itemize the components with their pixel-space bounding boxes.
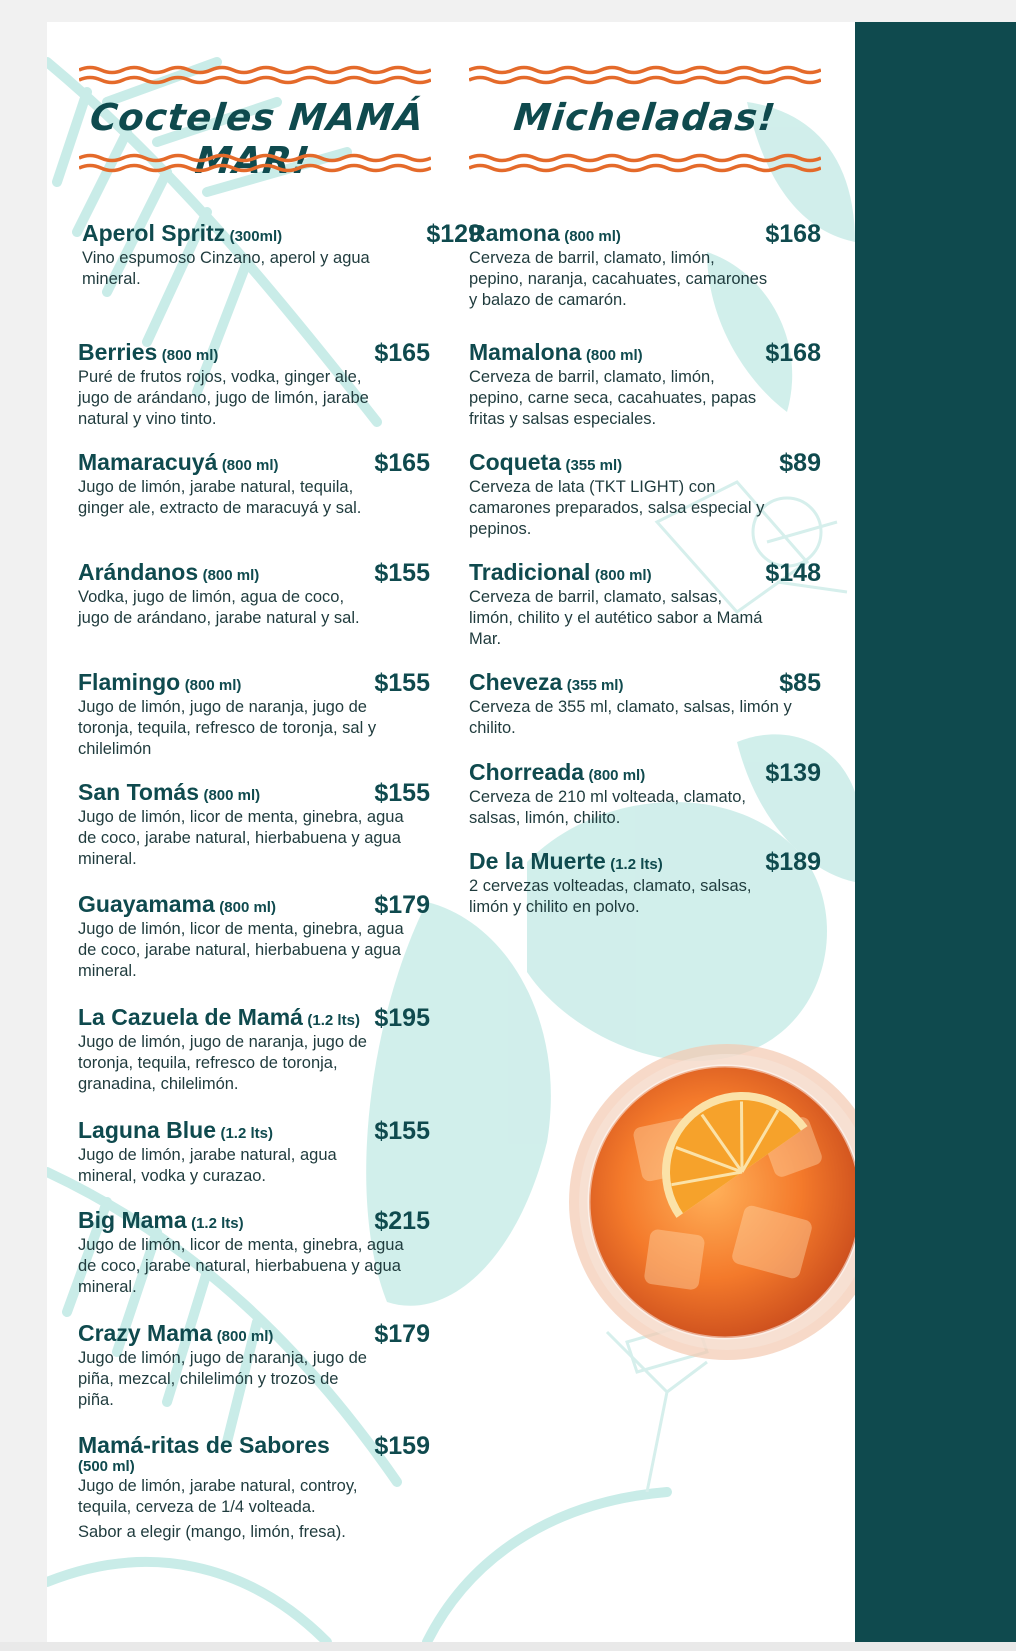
item-name: La Cazuela de Mamá xyxy=(78,1004,303,1030)
item-description: 2 cervezas volteadas, clamato, salsas, limón y chilito en polvo. xyxy=(469,877,752,916)
cocteles-title: Cocteles MAMÁ MAR! xyxy=(88,96,427,182)
menu-item-cheveza xyxy=(469,669,821,739)
item-description: Cerveza de 210 ml volteada, clamato, salsas, limón, chilito. xyxy=(469,788,746,827)
item-size: (1.2 lts) xyxy=(191,1215,244,1232)
item-price: $159 xyxy=(374,1432,430,1460)
side-panel xyxy=(855,22,1016,1642)
item-price: $139 xyxy=(765,759,821,787)
item-description: Jugo de limón, jarabe natural, tequila, ginger ale, extracto de maracuyá y sal. xyxy=(78,478,362,517)
menu-item-mamaracuya xyxy=(78,449,430,519)
item-size: (800 ml) xyxy=(184,677,242,694)
micheladas-title: Micheladas! xyxy=(511,96,779,139)
bottom-strip xyxy=(0,1642,1016,1651)
menu-item-berries xyxy=(78,339,430,430)
menu-item-la-cazuela-de-mama xyxy=(78,1004,430,1095)
item-size: (800 ml) xyxy=(564,228,621,245)
item-size: (800 ml) xyxy=(221,457,279,474)
menu-item-coqueta xyxy=(469,449,821,540)
item-size: (500 ml) xyxy=(78,1458,135,1475)
menu-item-big-mama xyxy=(78,1207,430,1298)
item-name: Ramona xyxy=(469,220,560,246)
item-name: Mamalona xyxy=(469,339,582,365)
item-name: Crazy Mama xyxy=(78,1320,213,1346)
item-size: (300ml) xyxy=(229,228,283,245)
item-description: Jugo de limón, jarabe natural, agua mineral, vodka y curazao. xyxy=(78,1146,337,1185)
item-name: Laguna Blue xyxy=(78,1117,217,1143)
menu-item-arandanos xyxy=(78,559,430,629)
item-description: Vodka, jugo de limón, agua de coco, jugo de arándano, jarabe natural y sal. xyxy=(78,588,360,627)
item-price: $168 xyxy=(765,339,821,367)
item-description: Cerveza de barril, clamato, salsas, limón, chilito y el autético sabor a Mamá Mar. xyxy=(469,588,763,648)
item-price: $195 xyxy=(374,1004,430,1032)
item-description: Cerveza de lata (TKT LIGHT) con camarones preparados, salsa especial y pepinos. xyxy=(469,478,765,538)
wave-divider-top xyxy=(79,64,431,86)
menu-item-mamalona xyxy=(469,339,821,430)
menu-item-tradicional xyxy=(469,559,821,650)
item-size: (800 ml) xyxy=(202,567,260,584)
menu-item-guayamama xyxy=(78,891,430,982)
item-size: (800 ml) xyxy=(594,567,652,584)
item-name: De la Muerte xyxy=(469,848,606,874)
item-size: (800 ml) xyxy=(219,899,276,916)
menu-item-de-la-muerte xyxy=(469,848,821,918)
item-description: Vino espumoso Cinzano, aperol y agua mineral. xyxy=(82,249,370,288)
item-price: $215 xyxy=(374,1207,430,1235)
item-description: Jugo de limón, licor de menta, ginebra, agua de coco, jarabe natural, hierbabuena y agua mineral. xyxy=(78,920,404,980)
item-price: $155 xyxy=(374,559,430,587)
item-name: Cheveza xyxy=(469,669,563,695)
item-flavor-note: Sabor a elegir (mango, limón, fresa). xyxy=(78,1523,346,1541)
item-description: Jugo de limón, jugo de naranja, jugo de toronja, tequila, refresco de toronja, granadina, chilelimón. xyxy=(78,1033,367,1093)
item-description: Puré de frutos rojos, vodka, ginger ale, jugo de arándano, jugo de limón, jarabe natural y vino tinto. xyxy=(78,368,369,428)
item-name: Guayamama xyxy=(78,891,215,917)
item-name: Coqueta xyxy=(469,449,561,475)
item-size: (355 ml) xyxy=(566,677,624,694)
item-description: Jugo de limón, jarabe natural, controy, tequila, cerveza de 1/4 volteada. xyxy=(78,1477,358,1516)
item-name: Chorreada xyxy=(469,759,585,785)
item-price: $129 xyxy=(426,220,482,248)
item-description: Jugo de limón, licor de menta, ginebra, agua de coco, jarabe natural, hierbabuena y agua mineral. xyxy=(78,1236,404,1296)
item-size: (1.2 lts) xyxy=(220,1125,273,1142)
item-name: Aperol Spritz xyxy=(82,220,226,246)
item-size: (355 ml) xyxy=(565,457,623,474)
wave-divider-bottom xyxy=(79,152,431,174)
item-name: Big Mama xyxy=(78,1207,187,1233)
item-price: $155 xyxy=(374,779,430,807)
item-name: San Tomás xyxy=(78,779,199,805)
item-description: Cerveza de 355 ml, clamato, salsas, limón y chilito. xyxy=(469,698,792,737)
cocteles-heading-block xyxy=(79,64,431,182)
item-price: $85 xyxy=(779,669,821,697)
item-description: Jugo de limón, licor de menta, ginebra, agua de coco, jarabe natural, hierbabuena y agua mineral. xyxy=(78,808,404,868)
item-price: $168 xyxy=(765,220,821,248)
item-size: (800 ml) xyxy=(161,347,219,364)
item-description: Cerveza de barril, clamato, limón, pepino, naranja, cacahuates, camarones y balazo de camarón. xyxy=(469,249,768,309)
menu-item-chorreada xyxy=(469,759,821,829)
item-size: (800 ml) xyxy=(203,787,261,804)
item-size: (1.2 lts) xyxy=(307,1012,360,1029)
item-size: (800 ml) xyxy=(216,1328,274,1345)
menu-item-flamingo xyxy=(78,669,430,760)
item-name: Mamaracuyá xyxy=(78,449,218,475)
wave-divider-top xyxy=(469,64,821,86)
aperol-spritz-glass-photo xyxy=(567,1042,855,1372)
item-price: $179 xyxy=(374,891,430,919)
menu-page xyxy=(47,22,855,1642)
item-price: $179 xyxy=(374,1320,430,1348)
menu-item-aperol-spritz xyxy=(82,220,482,290)
item-price: $148 xyxy=(765,559,821,587)
menu-item-ramona xyxy=(469,220,821,311)
menu-item-laguna-blue xyxy=(78,1117,430,1187)
item-name: Mamá-ritas de Sabores xyxy=(78,1432,330,1458)
item-price: $165 xyxy=(374,449,430,477)
item-price: $155 xyxy=(374,669,430,697)
menu-item-mama-ritas-de-sabores xyxy=(78,1432,430,1543)
item-description: Jugo de limón, jugo de naranja, jugo de piña, mezcal, chilelimón y trozos de piña. xyxy=(78,1349,367,1409)
item-name: Berries xyxy=(78,339,158,365)
item-price: $155 xyxy=(374,1117,430,1145)
item-price: $89 xyxy=(779,449,821,477)
item-description: Cerveza de barril, clamato, limón, pepino, carne seca, cacahuates, papas fritas y salsas especiales. xyxy=(469,368,757,428)
item-name: Flamingo xyxy=(78,669,181,695)
item-name: Tradicional xyxy=(469,559,591,585)
item-name: Arándanos xyxy=(78,559,199,585)
item-price: $189 xyxy=(765,848,821,876)
item-size: (800 ml) xyxy=(585,347,643,364)
item-description: Jugo de limón, jugo de naranja, jugo de toronja, tequila, refresco de toronja, sal y chilelimón xyxy=(78,698,377,758)
menu-item-crazy-mama xyxy=(78,1320,430,1411)
menu-item-san-tomas xyxy=(78,779,430,870)
wave-divider-bottom xyxy=(469,152,821,174)
item-price: $165 xyxy=(374,339,430,367)
micheladas-heading-block xyxy=(469,64,821,176)
item-size: (1.2 lts) xyxy=(610,856,663,873)
item-size: (800 ml) xyxy=(588,767,646,784)
